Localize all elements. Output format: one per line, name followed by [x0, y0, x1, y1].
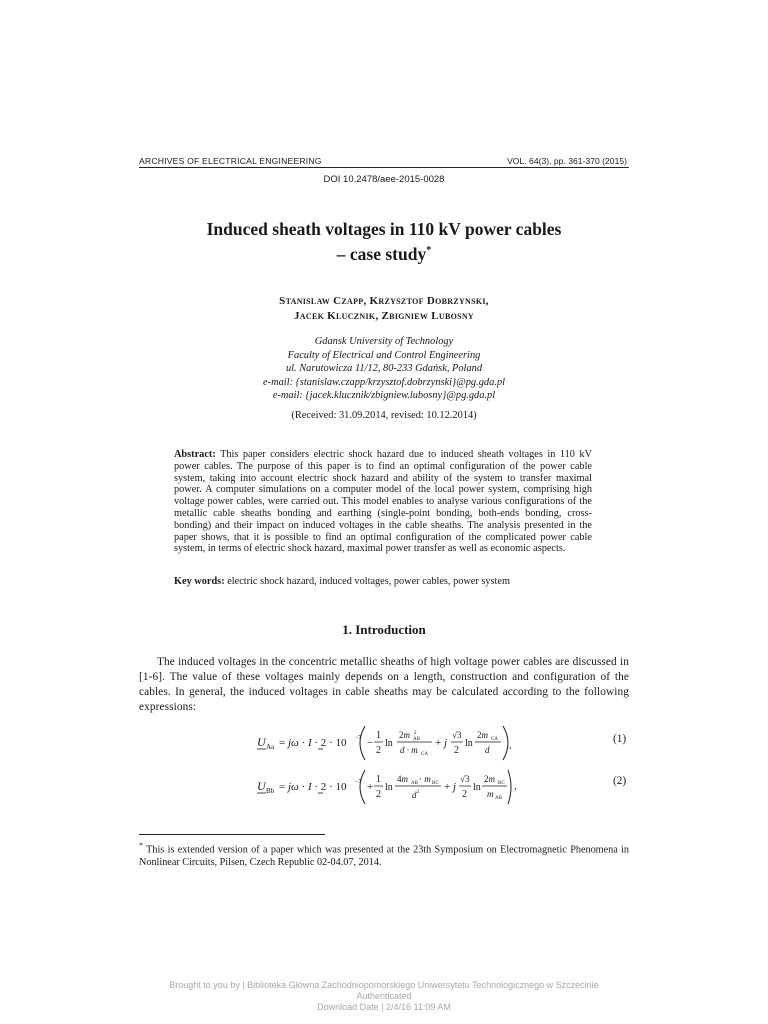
keywords-label: Key words: [174, 576, 225, 587]
svg-text:AB: AB [413, 737, 420, 742]
abstract-text: This paper considers electric shock hazard due to induced sheath voltages in 110 kV power cables. The purpose of this paper is to find an optimal configuration of the power cable system, taking into account electric shock hazard and ability of the system to transfer maximal power. A computer simulations on a computer model of the local power system, comprising high voltage power cables, were carried out. This model enables to analyse various configurations of the metallic cable sheaths bonding and earthing (single-point bonding, both-ends bonding, cross-bonding) and their impact on induced voltages in the cable sheaths. The analysis presented in the paper shows, that it is possible to find an optimal configuration of the complicated power cable system, in terms of electric shock hazard, maximal power transfer as well as economic aspects. [174, 449, 593, 555]
eq2-lhs-sub: Bb [266, 787, 275, 795]
affiliation [100, 335, 668, 403]
svg-text:+ j: + j [435, 737, 448, 749]
svg-text:BC: BC [432, 781, 439, 786]
svg-text:1: 1 [376, 730, 381, 741]
title-footnote-mark[interactable]: * [426, 245, 432, 256]
watermark-line-2: Authenticated [356, 991, 412, 1001]
journal-name: ARCHIVES OF ELECTRICAL ENGINEERING [139, 156, 322, 166]
svg-text:2: 2 [454, 745, 459, 756]
footnote-rule [139, 834, 325, 835]
svg-text:AB: AB [411, 781, 418, 786]
svg-text:,: , [509, 740, 512, 751]
svg-text:ln: ln [385, 738, 393, 749]
svg-text:1: 1 [376, 774, 381, 785]
svg-text:· m: · m [419, 774, 431, 784]
title-line-1: Induced sheath voltages in 110 kV power cables [206, 219, 562, 239]
author-list [100, 294, 668, 324]
svg-text:ln: ln [473, 782, 481, 793]
svg-text:CA: CA [421, 752, 428, 757]
svg-text:2: 2 [376, 789, 381, 800]
svg-text:4m: 4m [397, 774, 408, 784]
svg-text:2: 2 [376, 745, 381, 756]
svg-text:√3: √3 [460, 774, 470, 784]
svg-text:2m: 2m [477, 730, 488, 740]
doi[interactable]: DOI 10.2478/aee-2015-0028 [323, 174, 445, 185]
title-line-2 [120, 240, 648, 265]
svg-text:+ j: + j [444, 781, 457, 793]
footnote [139, 839, 629, 869]
svg-text:√3: √3 [452, 730, 462, 740]
svg-text:BC: BC [498, 781, 505, 786]
svg-text:2m: 2m [484, 774, 495, 784]
svg-text:d: d [412, 790, 417, 800]
equation-1 [255, 722, 515, 766]
keywords-text: electric shock hazard, induced voltages, power cables, power system [227, 576, 510, 587]
watermark-line-3: Download Date | 2/4/16 11:09 AM [317, 1002, 451, 1012]
eq1-lhs: U [257, 735, 266, 749]
watermark-line-1: Brought to you by | Biblioteka Główna Zachodniopomorskiego Uniwersytetu Technologicznego w Szczecinie [169, 980, 599, 990]
svg-text:+: + [367, 781, 374, 793]
volume-info: VOL. 64(3), pp. 361-370 (2015) [507, 156, 627, 166]
abstract-label: Abstract: [174, 449, 216, 460]
paper-title [120, 218, 648, 265]
svg-text:= jω · I · 2 · 10: = jω · I · 2 · 10 [279, 737, 347, 749]
affiliation-faculty: Faculty of Electrical and Control Engineering [287, 349, 481, 361]
footnote-text: This is extended version of a paper which was presented at the 23th Symposium on Electromagnetic Phenomena in Nonlinear Circuits, Pilsen, Czech Republic 02-04.07, 2014. [139, 844, 629, 869]
eq2-lhs: U [257, 779, 266, 793]
keywords [174, 576, 592, 588]
footnote-mark: * [139, 841, 143, 850]
equation-2-number: (2) [613, 775, 627, 787]
authors-line-1: Stanislaw Czapp, Krzysztof Dobrzynski, [279, 295, 489, 307]
abstract [174, 449, 592, 555]
affiliation-address: ul. Narutowicza 11/12, 80-233 Gdańsk, Poland [285, 363, 483, 375]
svg-text:AB: AB [495, 796, 502, 801]
svg-text:−7: −7 [355, 779, 362, 785]
svg-text:2: 2 [414, 731, 417, 736]
download-watermark [100, 980, 668, 1013]
affiliation-email-1[interactable]: e-mail: {stanislaw.czapp/krzysztof.dobrzynski}@pg.gda.pl [263, 376, 505, 388]
header-rule [139, 167, 629, 168]
svg-text:d: d [485, 745, 490, 755]
svg-text:−7: −7 [355, 735, 362, 741]
affiliation-email-2[interactable]: e-mail: {jacek.klucznik/zbigniew.lubosny}@pg.gda.pl [272, 390, 496, 402]
svg-text:−: − [367, 737, 374, 749]
section-heading-introduction: 1. Introduction [342, 622, 426, 637]
equation-2-comma: , [514, 781, 517, 792]
received-dates: (Received: 31.09.2014, revised: 10.12.2014) [291, 410, 477, 421]
svg-text:d · m: d · m [400, 745, 418, 755]
svg-text:CA: CA [491, 737, 498, 742]
equation-2 [255, 766, 515, 810]
intro-paragraph: The induced voltages in the concentric metallic sheaths of high voltage power cables are discussed in [1-6]. The value of these voltages mainly depends on a length, construction and configuration of the cables. In general, the induced voltages in cable sheaths may be calculated according to the following expressions: [139, 656, 629, 713]
equation-1-number: (1) [613, 733, 627, 745]
eq1-lhs-sub: Aa [266, 743, 275, 751]
svg-text:2: 2 [462, 789, 467, 800]
authors-line-2: Jacek Klucznik, Zbigniew Lubosny [293, 310, 475, 322]
title-line-2-text: – case study [336, 243, 427, 264]
svg-text:2m: 2m [399, 730, 410, 740]
svg-text:ln: ln [385, 782, 393, 793]
svg-text:m: m [487, 789, 494, 799]
svg-text:= jω · I · 2 · 10: = jω · I · 2 · 10 [279, 781, 347, 793]
svg-text:ln: ln [465, 738, 473, 749]
svg-text:2: 2 [417, 790, 420, 795]
affiliation-university: Gdansk University of Technology [314, 336, 454, 347]
